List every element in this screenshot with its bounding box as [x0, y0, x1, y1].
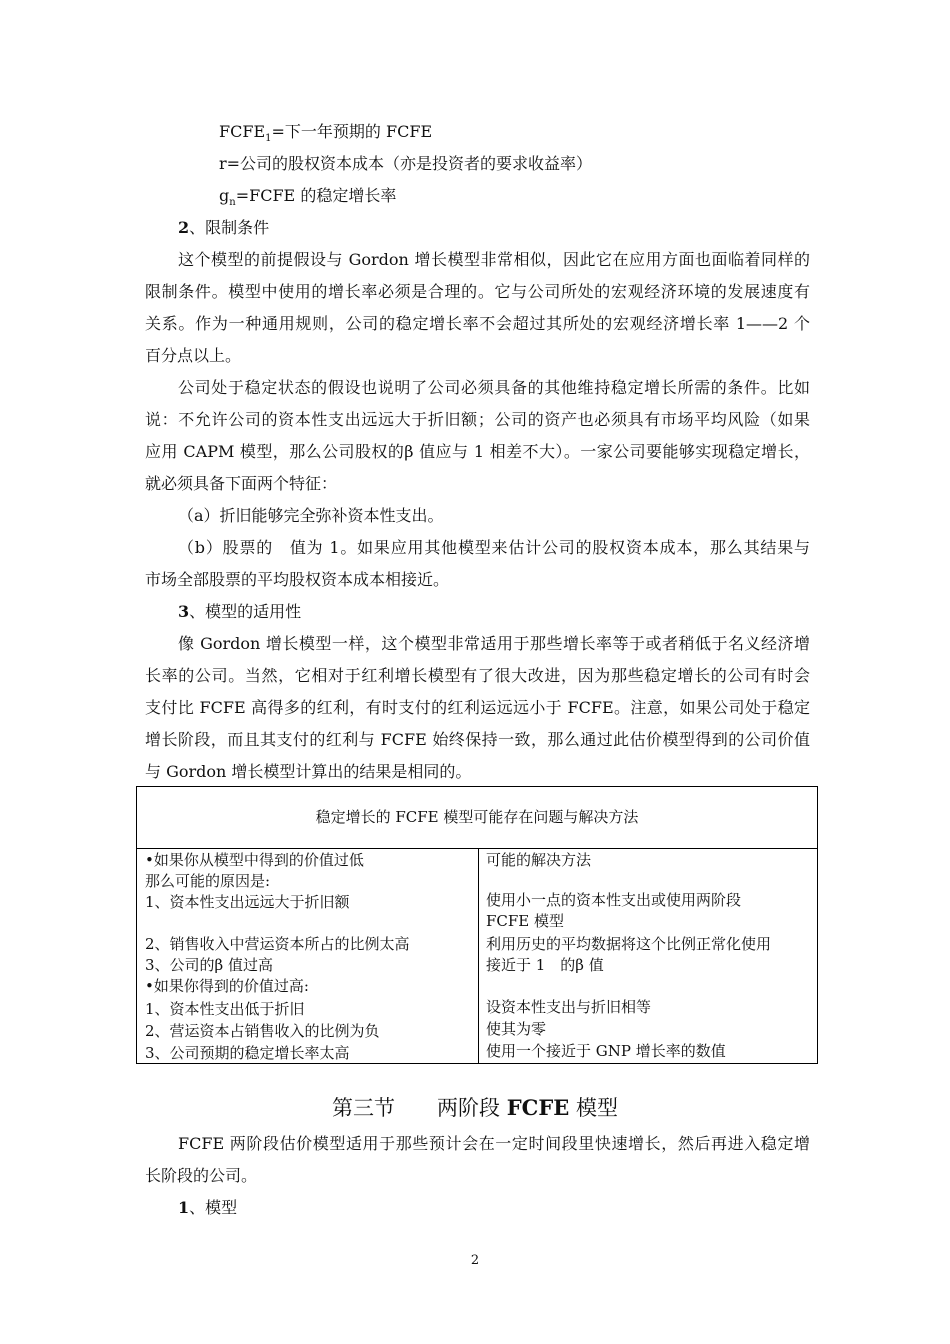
section-number: 1	[178, 1198, 190, 1217]
section-number: 2	[178, 218, 190, 237]
heading-text: 模型	[569, 1096, 618, 1120]
problems-solutions-table	[136, 786, 818, 1064]
table-cell-right: 利用历史的平均数据将这个比例正常化使用	[486, 935, 772, 953]
section-heading-2	[178, 218, 843, 238]
table-cell-right: 可能的解决方法	[486, 851, 592, 869]
subscript: n	[229, 197, 236, 208]
paragraph-line: 长率的公司。当然，它相对于红利增长模型有了很大改进，因为那些稳定增长的公司有时会	[145, 666, 810, 685]
table-cell-right: 设资本性支出与折旧相等	[486, 998, 652, 1016]
definition-text: =下一年预期的 FCFE	[271, 122, 433, 141]
table-cell-left: •如果你从模型中得到的价值过低	[145, 851, 364, 869]
definition-text: FCFE	[219, 122, 266, 141]
section-title: 、模型	[189, 1198, 238, 1217]
section-number: 3	[178, 602, 190, 621]
table-cell-right: 使用一个接近于 GNP 增长率的数值	[486, 1042, 726, 1060]
definition-fcfe1	[219, 122, 884, 149]
paragraph-line: 应用 CAPM 模型，那么公司股权的β 值应与 1 相差不大）。一家公司要能够实现稳定增长，	[145, 442, 810, 461]
paragraph-line: 关系。作为一种通用规则，公司的稳定增长率不会超过其所处的宏观经济增长率 1——2 个	[145, 314, 810, 333]
definition-text: g	[219, 186, 230, 205]
paragraph-line: 像 Gordon 增长模型一样，这个模型非常适用于那些增长率等于或者稍低于名义经济增	[178, 634, 810, 653]
paragraph-line: 增长阶段，而且其支付的红利与 FCFE 始终保持一致，那么通过此估价模型得到的公司价值	[145, 730, 810, 749]
table-cell-right: FCFE 模型	[486, 912, 565, 930]
table-cell-left: 3、公司预期的稳定增长率太高	[145, 1044, 350, 1062]
definition-gn	[219, 186, 884, 213]
paragraph-line: 这个模型的前提假设与 Gordon 增长模型非常相似，因此它在应用方面也面临着同样的	[178, 250, 810, 269]
definition-text: =FCFE 的稳定增长率	[235, 186, 397, 205]
table-cell-left: 1、资本性支出远远大于折旧额	[145, 893, 350, 911]
table-cell-right: 使其为零	[486, 1020, 547, 1038]
table-cell-left: 2、营运资本占销售收入的比例为负	[145, 1022, 380, 1040]
table-cell-right: 接近于 1 的β 值	[486, 956, 604, 974]
paragraph-line: 公司处于稳定状态的假设也说明了公司必须具备的其他维持稳定增长所需的条件。比如	[178, 378, 810, 397]
definition-r: r=公司的股权资本成本（亦是投资者的要求收益率）	[219, 154, 593, 173]
table-cell-left: •如果你得到的价值过高:	[145, 977, 309, 995]
section-title: 、限制条件	[189, 218, 270, 237]
table-cell-left: 1、资本性支出低于折旧	[145, 1000, 305, 1018]
page-number: 2	[470, 1253, 480, 1268]
section-heading-3	[178, 602, 843, 622]
table-cell-left: 3、公司的β 值过高	[145, 956, 273, 974]
table-cell-left: 那么可能的原因是:	[145, 872, 271, 890]
section-title: 、模型的适用性	[189, 602, 302, 621]
paragraph-line: 长阶段的公司。	[145, 1166, 258, 1185]
paragraph-line: FCFE 两阶段估价模型适用于那些预计会在一定时间段里快速增长，然后再进入稳定增	[178, 1134, 810, 1153]
heading-text: 第三节 两阶段	[332, 1096, 507, 1120]
table-divider	[478, 848, 479, 1064]
table-title: 稳定增长的 FCFE 模型可能存在问题与解决方法	[137, 787, 817, 849]
table-cell-right: 使用小一点的资本性支出或使用两阶段	[486, 891, 742, 909]
chapter-section-heading	[0, 1096, 950, 1120]
heading-bold-text: FCFE	[506, 1095, 570, 1120]
list-item-a: （a）折旧能够完全弥补资本性支出。	[178, 506, 444, 525]
paragraph-line: 支付比 FCFE 高得多的红利，有时支付的红利运远远小于 FCFE。注意，如果公司处于稳定	[145, 698, 810, 717]
list-item-b: （b）股票的 值为 1。如果应用其他模型来估计公司的股权资本成本，那么其结果与	[178, 538, 810, 557]
paragraph-line: 说：不允许公司的资本性支出远远大于折旧额；公司的资产也必须具有市场平均风险（如果	[145, 410, 810, 429]
paragraph-line: 限制条件。模型中使用的增长率必须是合理的。它与公司所处的宏观经济环境的发展速度有	[145, 282, 810, 301]
table-cell-left: 2、销售收入中营运资本所占的比例太高	[145, 935, 410, 953]
paragraph-line: 就必须具备下面两个特征：	[145, 474, 338, 493]
paragraph-line: 市场全部股票的平均股权资本成本相接近。	[145, 570, 450, 589]
paragraph-line: 百分点以上。	[145, 346, 242, 365]
subscript: 1	[265, 133, 272, 144]
subsection-heading-1	[178, 1198, 843, 1218]
paragraph-line: 与 Gordon 增长模型计算出的结果是相同的。	[145, 762, 472, 781]
